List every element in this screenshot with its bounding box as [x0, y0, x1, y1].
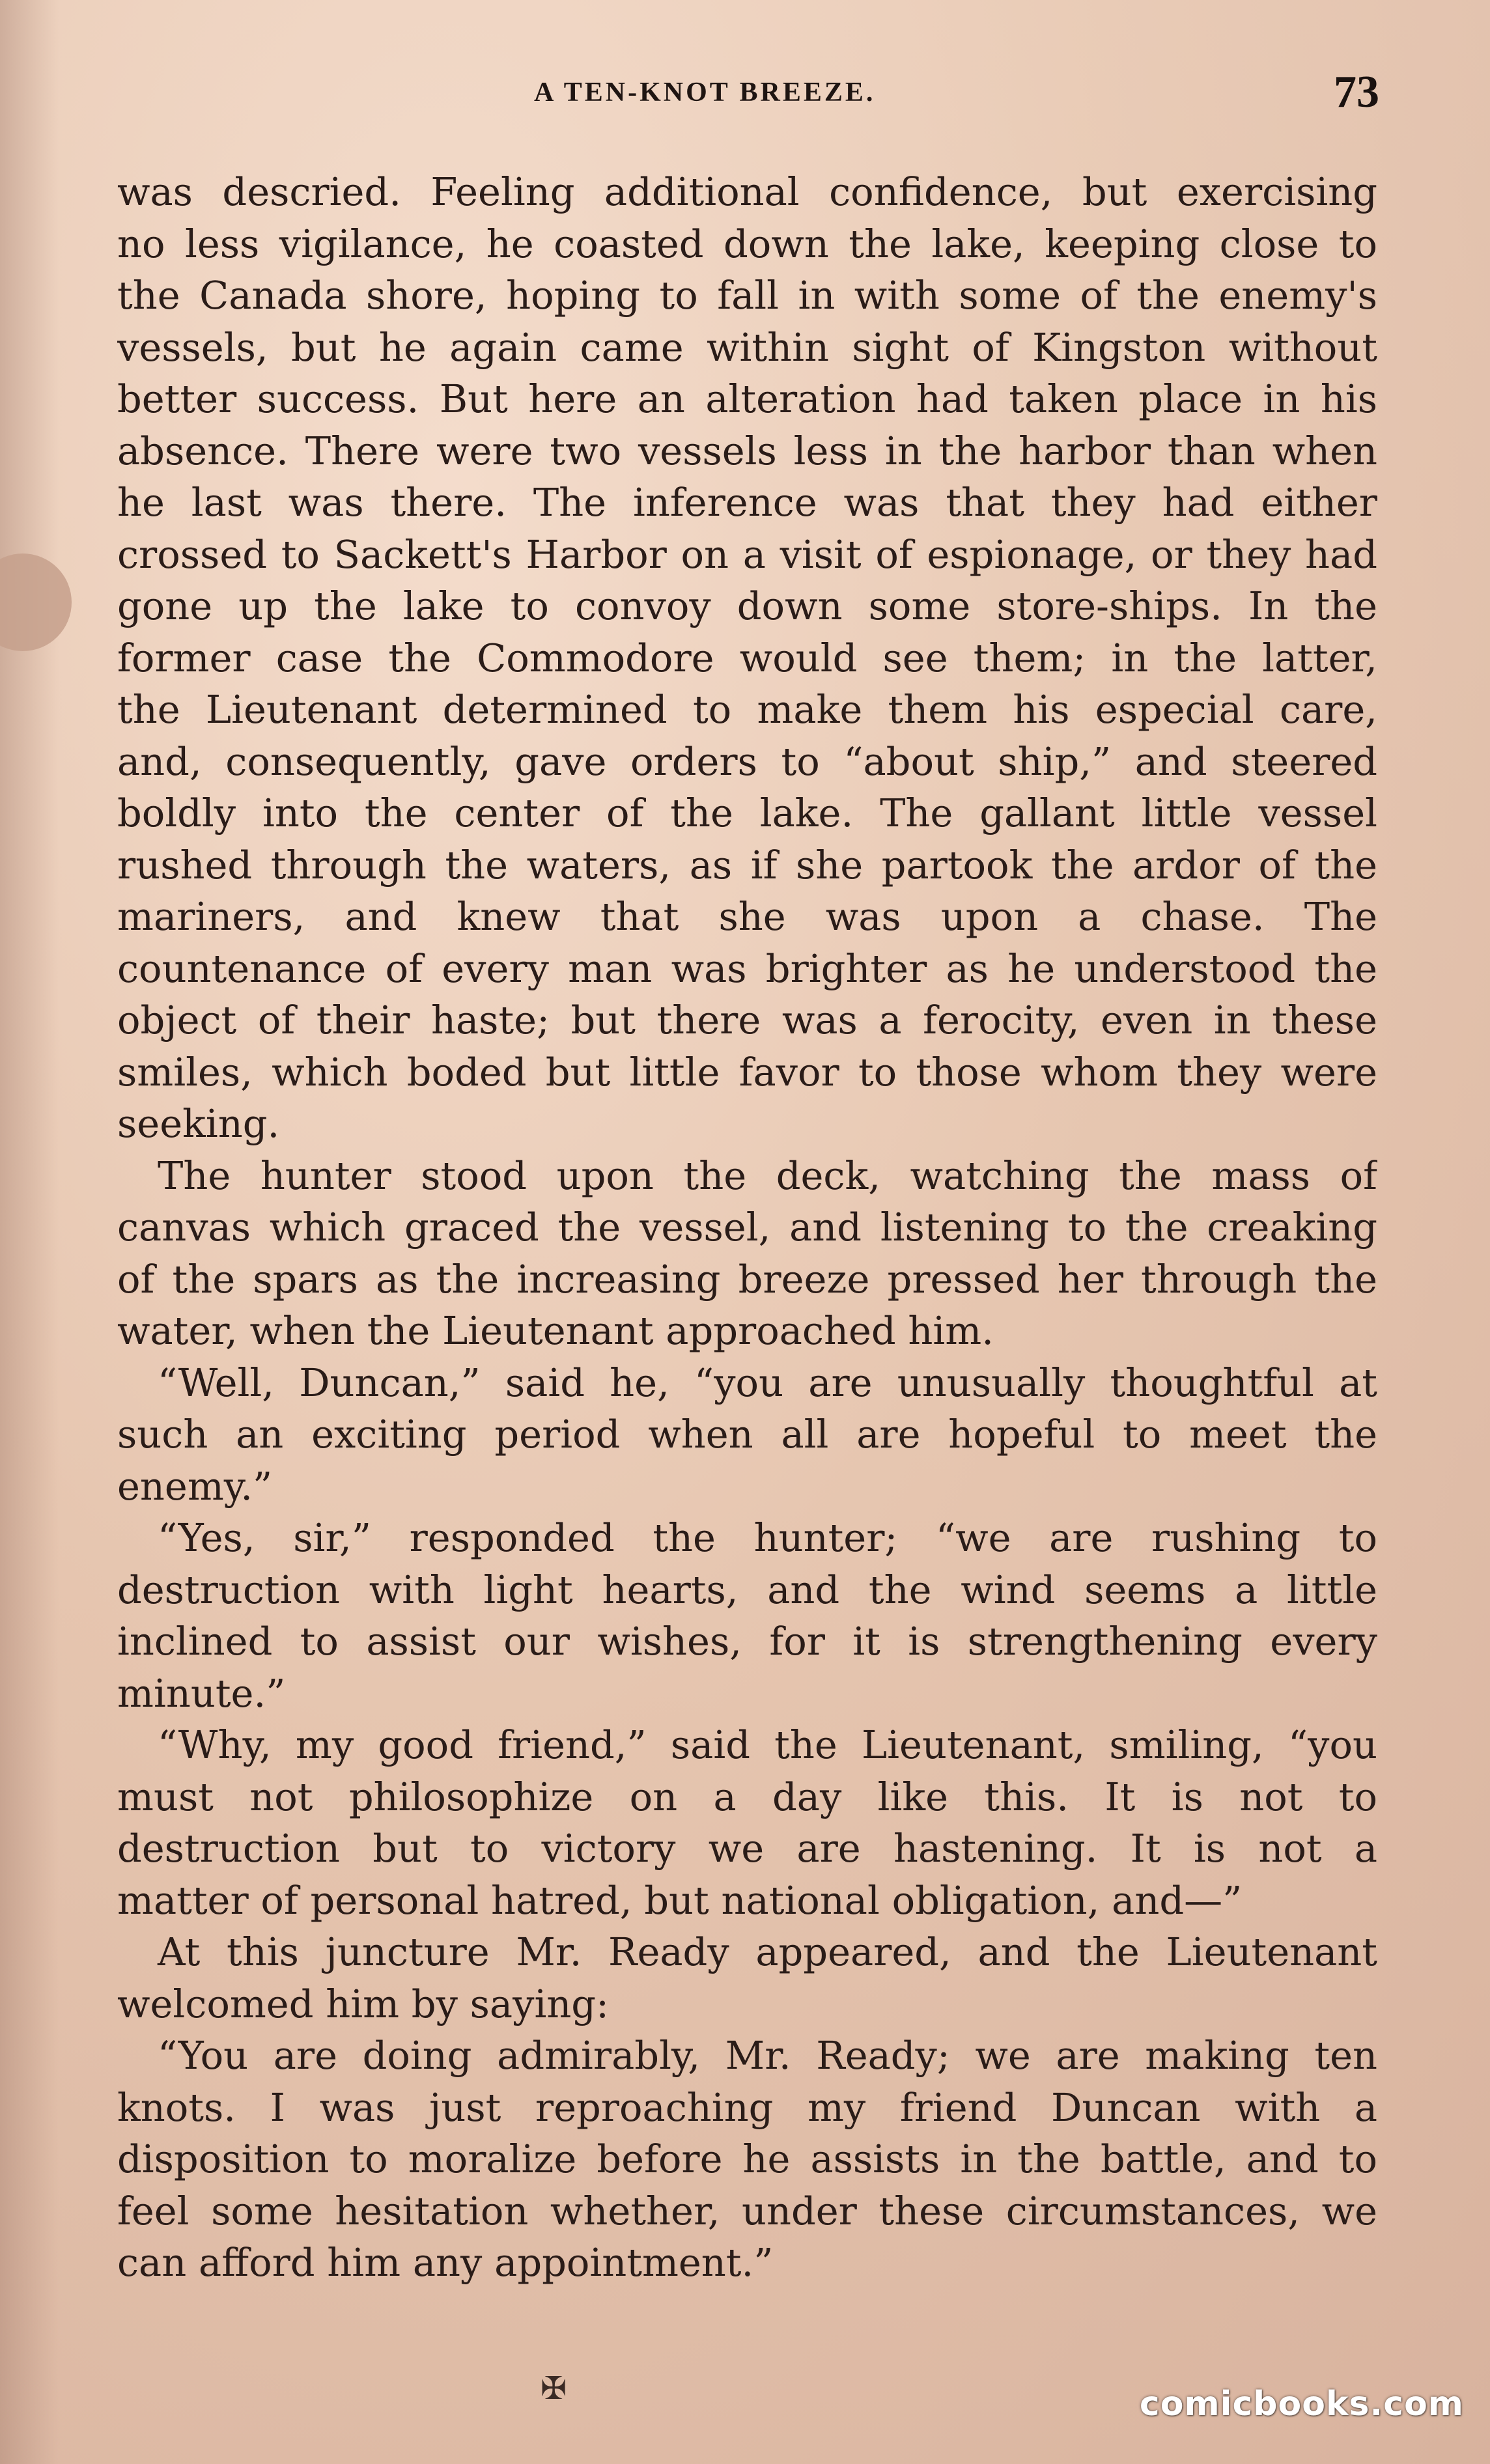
text-line: mariners, and knew that she was upon a chase. The [117, 894, 1377, 939]
page-damage-notch [0, 553, 72, 651]
text-line: crossed to Sackett's Harbor on a visit of espionage, or they had [117, 531, 1377, 577]
text-line: no less vigilance, he coasted down the lake, keeping close to [117, 221, 1377, 266]
text-line: better success. But here an alteration had taken place in his [117, 376, 1377, 421]
text-line: enemy.” [117, 1463, 273, 1509]
text-line: the Canada shore, hoping to fall in with some of the enemy's [117, 273, 1377, 318]
text-line: of the spars as the increasing breeze pressed her through the [117, 1256, 1377, 1302]
body-text [117, 166, 1377, 2315]
page-edge-shadow [0, 0, 59, 2464]
printer-signature-mark: ✠ [541, 2370, 567, 2407]
page-number: 73 [1334, 67, 1379, 117]
text-line: inclined to assist our wishes, for it is strengthening every [117, 1619, 1377, 1664]
text-line: minute.” [117, 1670, 286, 1716]
text-line: and, consequently, gave orders to “about ship,” and steered [117, 738, 1377, 784]
text-line: disposition to moralize before he assists in the battle, and to [117, 2136, 1377, 2181]
running-head [0, 67, 1490, 117]
text-line: boldly into the center of the lake. The gallant little vessel [117, 791, 1377, 835]
text-line: smiles, which boded but little favor to those whom they were [117, 1049, 1377, 1095]
text-line: vessels, but he again came within sight of Kingston without [117, 324, 1377, 370]
text-line: such an exciting period when all are hopeful to meet the [117, 1412, 1377, 1457]
text-line: feel some hesitation whether, under these circumstances, we [117, 2188, 1377, 2233]
running-title: A TEN-KNOT BREEZE. [534, 77, 876, 107]
text-line: “Well, Duncan,” said he, “you are unusually thoughtful at [158, 1360, 1377, 1405]
text-line: “You are doing admirably, Mr. Ready; we are making ten [158, 2033, 1377, 2078]
text-line: welcomed him by saying: [117, 1981, 609, 2026]
watermark-text: comicbooks.com [1139, 2385, 1464, 2424]
text-line: can afford him any appointment.” [117, 2240, 774, 2285]
text-line: The hunter stood upon the deck, watching the mass of [158, 1153, 1377, 1198]
text-line: object of their haste; but there was a ferocity, even in these [117, 998, 1377, 1043]
text-line: knots. I was just reproaching my friend Duncan with a [117, 2084, 1377, 2130]
text-line: destruction with light hearts, and the wind seems a little [117, 1567, 1377, 1612]
text-line: he last was there. The inference was that they had either [117, 480, 1377, 525]
text-line: rushed through the waters, as if she partook the ardor of the [117, 842, 1377, 888]
text-line: absence. There were two vessels less in the harbor than when [117, 428, 1377, 473]
text-line: water, when the Lieutenant approached him. [117, 1308, 994, 1353]
text-line: must not philosophize on a day like this. It is not to [117, 1774, 1377, 1819]
text-line: destruction but to victory we are hastening. It is not a [117, 1826, 1377, 1871]
text-line: seeking. [117, 1101, 280, 1146]
text-line: “Yes, sir,” responded the hunter; “we are rushing to [158, 1515, 1377, 1560]
text-line: the Lieutenant determined to make them his especial care, [117, 687, 1377, 732]
text-line: canvas which graced the vessel, and listening to the creaking [117, 1205, 1377, 1250]
text-line: countenance of every man was brighter as he understood the [117, 945, 1377, 991]
text-line: “Why, my good friend,” said the Lieutenant, smiling, “you [158, 1722, 1377, 1767]
text-line: was descried. Feeling additional confidence, but exercising [117, 169, 1377, 214]
text-line: former case the Commodore would see them; in the latter, [117, 635, 1377, 680]
text-line: gone up the lake to convoy down some store-ships. In the [117, 583, 1377, 628]
text-line: At this juncture Mr. Ready appeared, and the Lieutenant [158, 1929, 1377, 1974]
text-line: matter of personal hatred, but national obligation, and—” [117, 1877, 1243, 1923]
